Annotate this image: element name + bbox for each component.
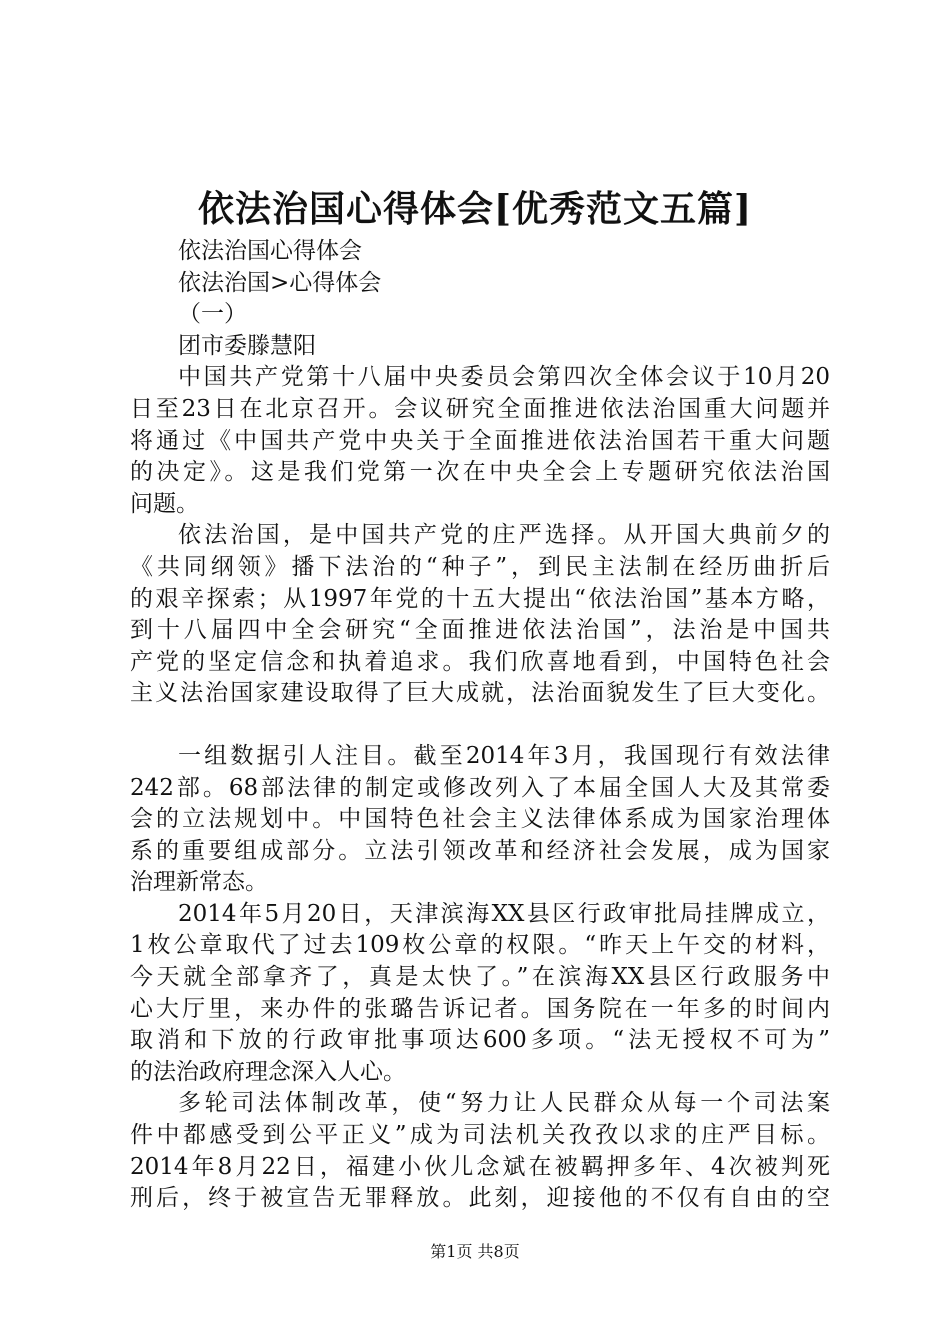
text-line: 刑后，终于被宣告无罪释放。此刻，迎接他的不仅有自由的空 [130,1185,830,1212]
header-line: （一） [178,301,247,328]
text-line: 系的重要组成部分。立法引领改革和经济社会发展，成为国家 [130,837,830,864]
text-line: 到十八届四中全会研究“全面推进依法治国”，法治是中国共 [130,617,830,644]
paragraph [130,899,830,1089]
text-line: 问题。 [130,490,199,517]
header-line: 依法治国心得体会 [178,238,362,264]
text-line: 依法治国，是中国共产党的庄严选择。从开国大典前夕的 [178,522,830,549]
text-line: 主义法治国家建设取得了巨大成就，法治面貌发生了巨大变化。 [130,680,830,707]
text-line: 242部。68部法律的制定或修改列入了本届全国人大及其常委 [130,774,830,801]
page-footer: 第1页 共8页 [430,1242,520,1261]
text-line: 1枚公章取代了过去109枚公章的权限。“昨天上午交的材料， [130,932,830,959]
text-line: 的艰辛探索；从1997年党的十五大提出“依法治国”基本方略， [130,585,830,612]
text-line: 2014年8月22日，福建小伙儿念斌在被羁押多年、4次被判死 [130,1153,830,1180]
text-line: 心大厅里，来办件的张璐告诉记者。国务院在一年多的时间内 [130,995,830,1022]
document-title: 依法治国心得体会[优秀范文五篇] [197,188,753,230]
text-line: 多轮司法体制改革，使“努力让人民群众从每一个司法案 [178,1090,830,1117]
text-line: 中国共产党第十八届中央委员会第四次全体会议于10月20 [178,364,830,391]
text-line: 件中都感受到公平正义”成为司法机关孜孜以求的庄严目标。 [130,1122,830,1149]
paragraph [130,741,830,899]
text-line: 取消和下放的行政审批事项达600多项。“法无授权不可为” [130,1027,830,1054]
paragraph-gap [130,710,830,741]
text-line: 一组数据引人注目。截至2014年3月，我国现行有效法律 [178,742,830,769]
paragraph [130,520,830,710]
text-line: 日至23日在北京召开。会议研究全面推进依法治国重大问题并 [130,395,830,422]
text-line: 的法治政府理念深入人心。 [130,1058,406,1085]
document-body [130,236,830,1215]
text-line: 会的立法规划中。中国特色社会主义法律体系成为国家治理体 [130,806,830,833]
text-line: 将通过《中国共产党中央关于全面推进依法治国若干重大问题 [130,427,830,454]
header-line: 依法治国>心得体会 [178,269,382,296]
text-line: 产党的坚定信念和执着追求。我们欣喜地看到，中国特色社会 [130,648,830,675]
text-line: 的决定》。这是我们党第一次在中央全会上专题研究依法治国 [130,459,830,486]
text-line: 今天就全部拿齐了，真是太快了。”在滨海XX县区行政服务中 [130,964,830,991]
text-line: 《共同纲领》播下法治的“种子”，到民主法制在经历曲折后 [130,553,830,580]
paragraph [130,1088,830,1214]
text-line: 治理新常态。 [130,869,268,896]
author-line: 团市委滕慧阳 [178,332,316,359]
paragraph [130,362,830,520]
text-line: 2014年5月20日，天津滨海XX县区行政审批局挂牌成立， [178,900,830,927]
